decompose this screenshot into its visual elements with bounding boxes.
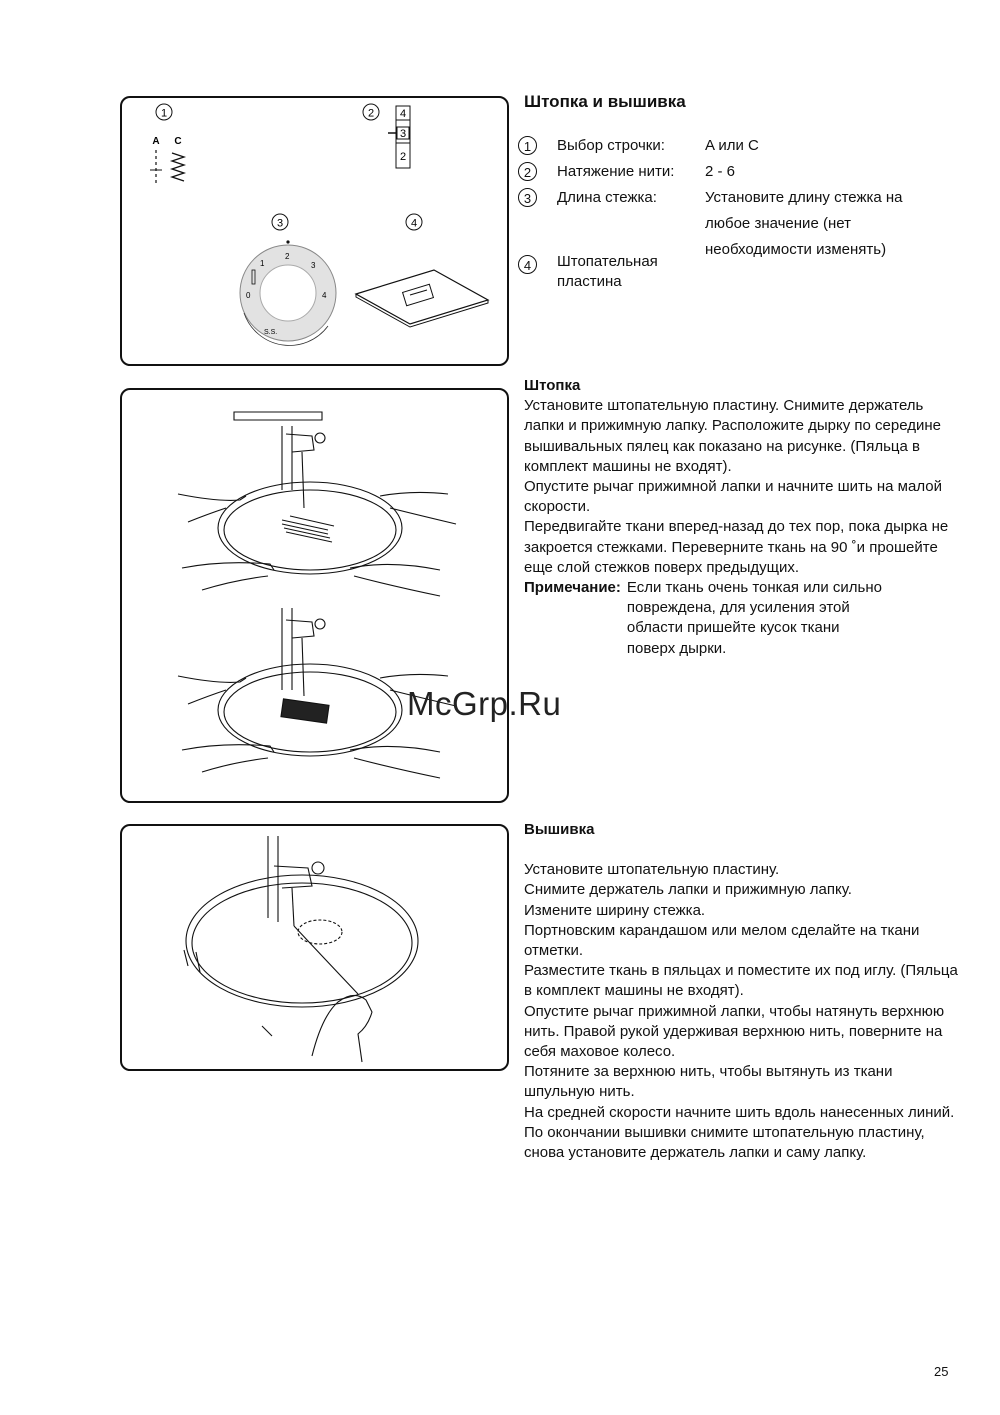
- darning-paragraph: Установите штопательную пластину. Снимите держатель лапки и прижимную лапку. Расположите дырку по середине вышивальных пялец как показано на рисунке. (Пяльца в комплект машины не входят).: [524, 397, 941, 475]
- embroidery-heading: Вышивка: [524, 821, 595, 838]
- embroidery-figure: [120, 824, 509, 1071]
- spec-number: 3: [518, 188, 537, 207]
- embroidery-paragraph: Снимите держатель лапки и прижимную лапку.: [524, 881, 852, 899]
- darning-note: [524, 578, 964, 659]
- embroidery-paragraph: На средней скорости начните шить вдоль нанесенных линий.: [524, 1103, 955, 1121]
- dial-number-4: 4: [322, 291, 327, 300]
- spec-value: A или C: [705, 137, 759, 154]
- spec-number: 4: [518, 255, 537, 274]
- darning-illustration: [122, 390, 507, 801]
- spec-number: 1: [518, 136, 537, 155]
- marker-1: 1: [160, 107, 168, 120]
- darning-figure: [120, 388, 509, 803]
- straight-stitch-icon: [150, 150, 162, 184]
- embroidery-paragraph: По окончании вышивки снимите штопательную пластину, снова установите держатель лапки и саму лапку.: [524, 1123, 925, 1162]
- dial-number-2: 2: [285, 252, 290, 261]
- dial-number-0: 0: [246, 291, 251, 300]
- tension-value-4: 4: [399, 108, 407, 120]
- tension-scale: [388, 106, 410, 168]
- watermark: McGrp.Ru: [407, 685, 562, 722]
- spec-label: Длина стежка:: [557, 189, 657, 206]
- embroidery-hoop-drawing: [184, 836, 418, 1062]
- embroidery-paragraph: Измените ширину стежка.: [524, 901, 706, 919]
- darning-step-1: [178, 412, 456, 596]
- embroidery-illustration: [122, 826, 507, 1069]
- stitch-length-dial: [240, 240, 336, 345]
- darning-heading: Штопка: [524, 377, 581, 394]
- page-title: Штопка и вышивка: [524, 92, 686, 111]
- darning-plate: [356, 270, 488, 327]
- marker-4: 4: [410, 217, 418, 230]
- spec-value: Установите длину стежка на любое значение (нет необходимости изменять): [705, 189, 903, 258]
- settings-figure: [120, 96, 509, 366]
- spec-value: 2 - 6: [705, 163, 736, 180]
- spec-label: Натяжение нити:: [557, 163, 675, 180]
- dial-number-3: 3: [311, 261, 316, 270]
- note-text: Если ткань очень тонкая или сильно повреждена, для усиления этой области пришейте кусок ткани поверх дырки.: [626, 579, 882, 657]
- spec-label: Штопательная пластина: [557, 253, 658, 290]
- dial-number-1: 1: [260, 259, 265, 268]
- marker-3: 3: [276, 217, 284, 230]
- settings-illustration: [122, 98, 507, 364]
- embroidery-paragraph: Потяните за верхнюю нить, чтобы вытянуть из ткани шпульную нить.: [524, 1063, 893, 1101]
- darning-paragraph: Передвигайте ткани вперед-назад до тех пор, пока дырка не закроется стежками. Переверните ткань на 90 ˚и прошейте еще слой стежков поверх предыдущих.: [524, 518, 949, 576]
- spec-label: Выбор строчки:: [557, 137, 665, 154]
- embroidery-paragraph: Разместите ткань в пяльцах и поместите их под иглу. (Пяльца в комплект машины не входят).: [524, 962, 958, 1000]
- embroidery-paragraph: Установите штопательную пластину.: [524, 861, 780, 879]
- zigzag-stitch-icon: [172, 153, 184, 181]
- tension-value-2: 2: [399, 151, 407, 163]
- page-number: 25: [934, 1364, 949, 1379]
- embroidery-paragraph: Портновским карандашом или мелом сделайте на ткани отметки.: [524, 921, 920, 960]
- note-label: Примечание:: [524, 579, 621, 597]
- spec-number: 2: [518, 162, 537, 181]
- darning-section: [524, 376, 964, 659]
- embroidery-section: [524, 820, 964, 1163]
- embroidery-paragraph: Опустите рычаг прижимной лапки, чтобы натянуть верхнюю нить. Правой рукой удерживая верхнюю нить, поверните на себя маховое колесо.: [524, 1002, 945, 1061]
- dial-super-stretch: S.S.: [264, 329, 278, 336]
- pattern-letter-c: C: [174, 136, 182, 147]
- marker-2: 2: [367, 107, 375, 120]
- darning-paragraph: Опустите рычаг прижимной лапки и начните шить на малой скорости.: [524, 478, 942, 516]
- pattern-letter-a: A: [152, 136, 160, 147]
- tension-value-3: 3: [399, 128, 407, 140]
